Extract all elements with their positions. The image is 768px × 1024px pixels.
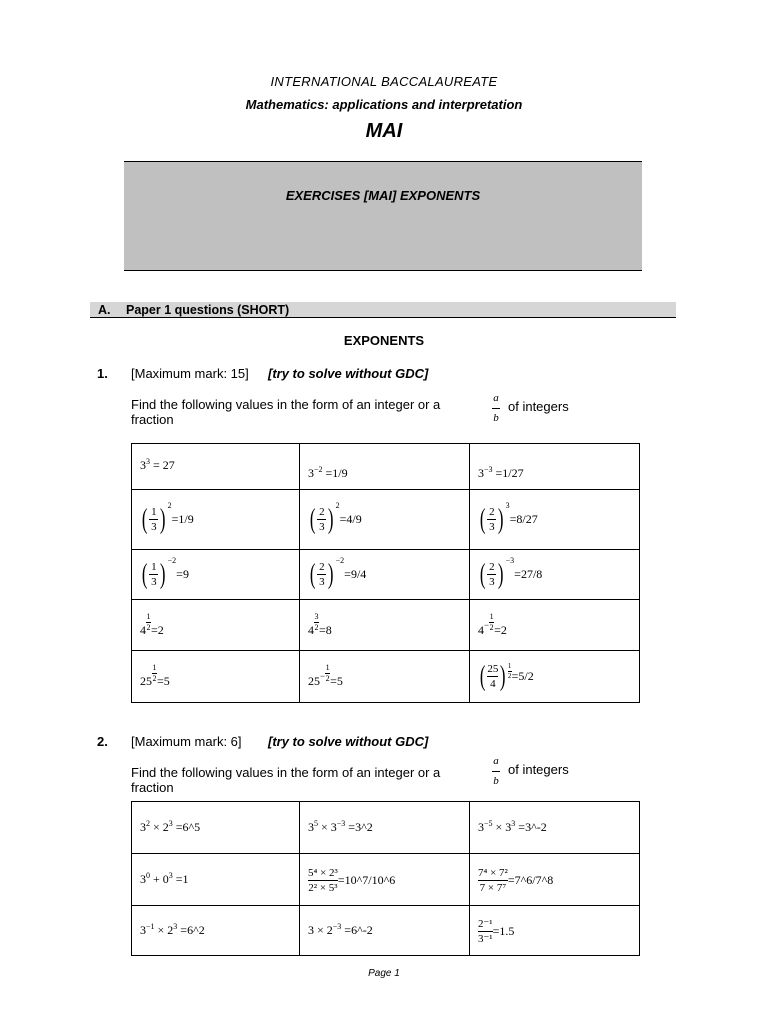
q1-cell-r4c3: 4 − 1 2 =2 [470, 600, 640, 651]
q1-text: Find the following values in the form of an integer or a fraction [131, 397, 441, 427]
q2-cell-r3c3: 2⁻¹ 3⁻¹ =1.5 [470, 906, 640, 956]
table-row [132, 906, 640, 956]
q2-cell-r1c2: $3^5 \times 3^{-3}$ =3^2 [300, 802, 470, 854]
table-row [132, 651, 640, 703]
q1-table [131, 443, 640, 703]
q1-marks: [Maximum mark: 15] [131, 366, 249, 381]
q2-cell-r1c3: $3^{-5} \times 3^3$ =3^-2 [470, 802, 640, 854]
q2-cell-r2c1: $3^0 + 0^3 =1$ [132, 854, 300, 906]
q1-cell-r1c2: $3^{-2} =1/9$ [300, 444, 470, 490]
q2-ab-fraction [490, 755, 502, 788]
q1-cell-r3c2: ( 2 3 ) −2 =9/4 [300, 550, 470, 600]
table-row [132, 854, 640, 906]
q1-cell-r4c1: 4 1 2 =2 [132, 600, 300, 651]
q2-number: 2. [97, 734, 108, 749]
q1-cell-r5c3: ( 25 4 ) 1 2 =5/2 [470, 651, 640, 703]
q2-hint: [try to solve without GDC] [268, 734, 429, 749]
q2-table [131, 801, 640, 956]
q2-cell-r3c2: $3 \times 2^{-3}$ =6^-2 [300, 906, 470, 956]
title-box [124, 161, 642, 271]
q1-cell-r2c3: ( 2 3 ) 3 =8/27 [470, 490, 640, 550]
q1-cell-r2c1: ( 1 3 ) 2 =1/9 [132, 490, 300, 550]
title-box-title: EXERCISES [MAI] EXPONENTS [285, 188, 481, 203]
header-line-3: MAI [365, 120, 403, 142]
q1-cell-r1c3: $3^{-3} =1/27$ [470, 444, 640, 490]
q1-ab-fraction [490, 392, 502, 425]
table-row [132, 550, 640, 600]
q1-frac-num: a [493, 392, 499, 404]
q1-cell-r5c2: 25 − 1 2 =5 [300, 651, 470, 703]
q1-cell-r2c2: ( 2 3 ) 2 =4/9 [300, 490, 470, 550]
q2-cell-r2c2: 5⁴ × 2³ 2² × 5³ =10^7/10^6 [300, 854, 470, 906]
q1-number: 1. [97, 366, 108, 381]
q1-cell-r5c1: 25 1 2 =5 [132, 651, 300, 703]
q2-frac-den: b [493, 775, 499, 787]
q2-cell-r3c1: $3^{-1} \times 2^3$ =6^2 [132, 906, 300, 956]
q1-cell-r3c3: ( 2 3 ) −3 =27/8 [470, 550, 640, 600]
header-line-1: INTERNATIONAL BACCALAUREATE [270, 74, 498, 89]
q1-cell-r4c2: 4 3 2 =8 [300, 600, 470, 651]
q2-frac-num: a [493, 755, 499, 767]
q2-of-integers: of integers [508, 762, 569, 777]
q1-cell-r3c1: ( 1 3 ) −2 =9 [132, 550, 300, 600]
section-bar [90, 302, 676, 318]
page-footer: Page 1 [368, 968, 400, 979]
section-title: Paper 1 questions (SHORT) [126, 303, 290, 317]
q1-cell-r1c1: $3^3 = 27$ [132, 444, 300, 490]
q2-marks: [Maximum mark: 6] [131, 734, 242, 749]
section-number: A. [98, 303, 111, 317]
q2-cell-r1c1: $3^2 \times 2^3$ =6^5 [132, 802, 300, 854]
subheading: EXPONENTS [343, 333, 425, 348]
q2-cell-r2c3: 7⁴ × 7² 7 × 7⁷ =7^6/7^8 [470, 854, 640, 906]
table-row [132, 490, 640, 550]
header-line-2: Mathematics: applications and interpretation [245, 97, 523, 112]
q1-of-integers: of integers [508, 399, 569, 414]
table-row [132, 802, 640, 854]
table-row [132, 444, 640, 490]
q2-text: Find the following values in the form of an integer or a fraction [131, 765, 441, 795]
table-row [132, 600, 640, 651]
q1-hint: [try to solve without GDC] [268, 366, 429, 381]
q1-frac-den: b [493, 412, 499, 424]
